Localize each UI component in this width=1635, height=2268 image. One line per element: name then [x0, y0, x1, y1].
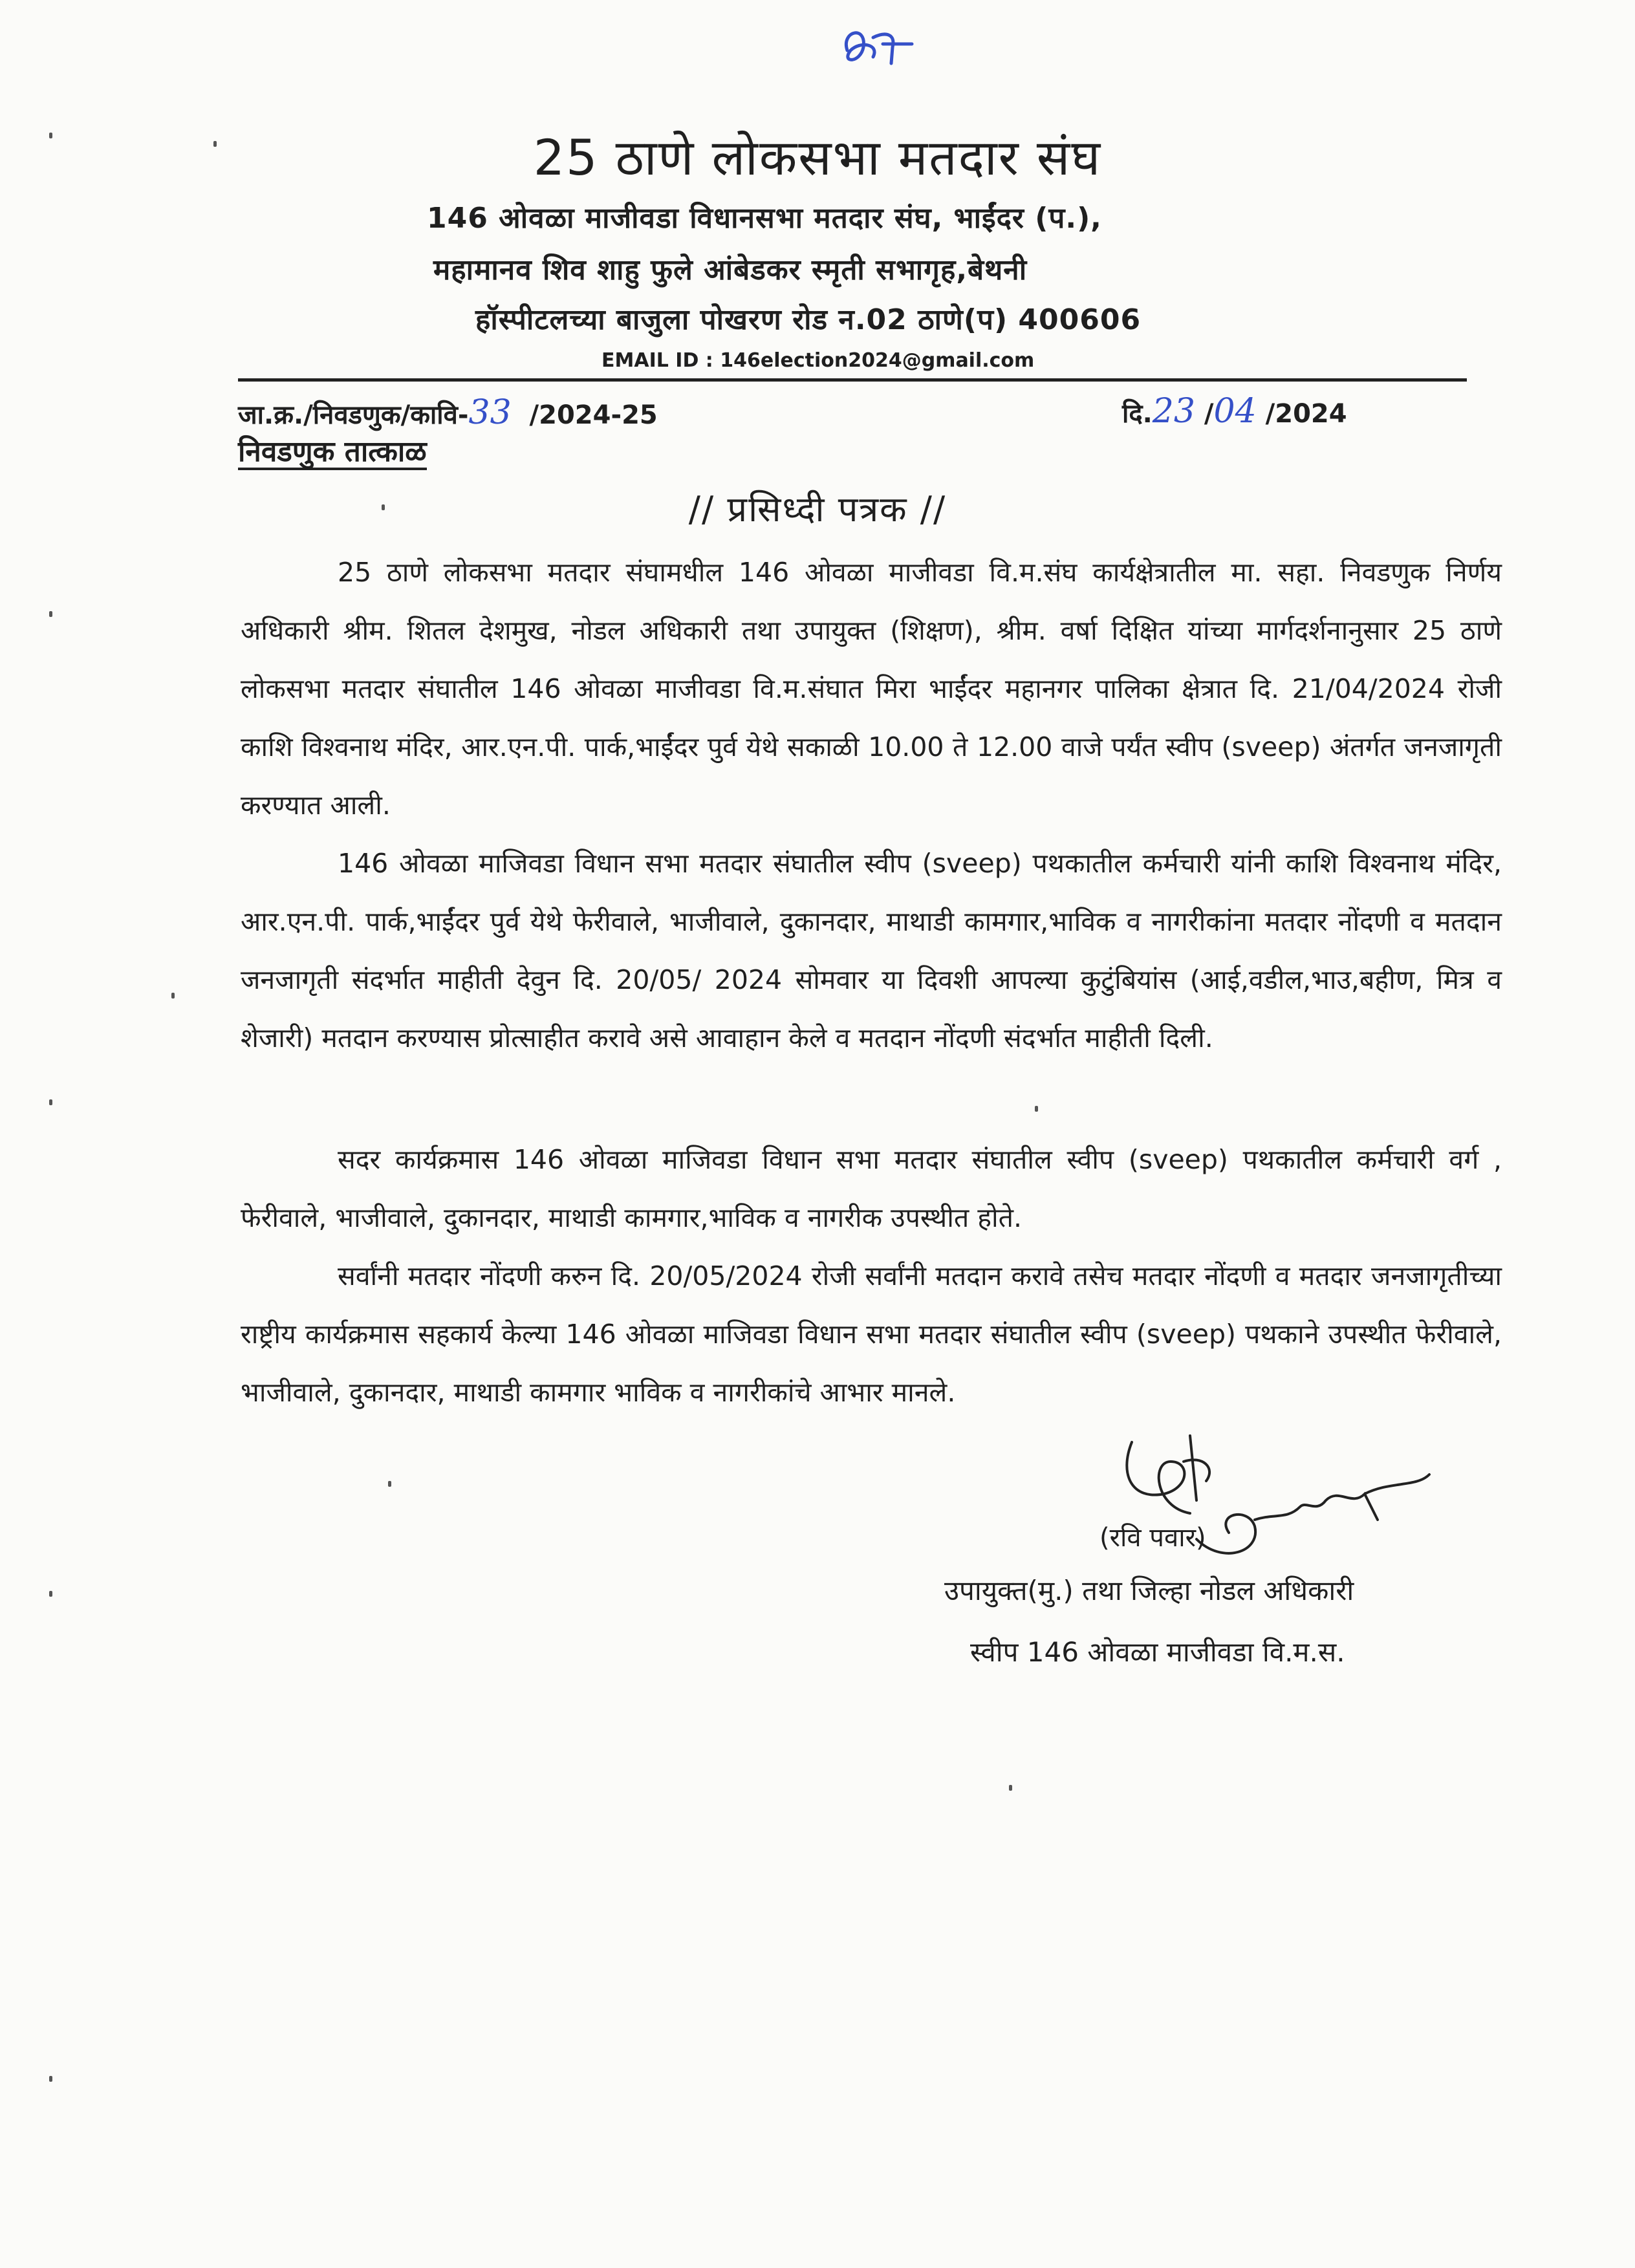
- date-separator: /: [1204, 399, 1214, 429]
- letterhead-title: 25 ठाणे लोकसभा मतदार संघ: [533, 129, 1102, 186]
- scan-speck: [49, 611, 52, 617]
- scan-speck: [49, 1591, 52, 1597]
- scan-speck: [213, 141, 217, 147]
- letter-date: [1122, 392, 1347, 431]
- reference-number: [238, 393, 658, 432]
- urgent-label: निवडणुक तात्काळ: [238, 437, 427, 470]
- scan-speck: [388, 1481, 391, 1487]
- press-release-heading: // प्रसिध्दी पत्रक //: [688, 489, 947, 530]
- header-divider: [238, 378, 1467, 382]
- signatory-name: (रवि पवार): [1099, 1523, 1206, 1553]
- scan-speck: [171, 993, 175, 999]
- date-year: /2024: [1265, 399, 1347, 429]
- scan-speck: [1009, 1785, 1012, 1791]
- date-month: 04: [1213, 392, 1257, 431]
- scan-speck: [49, 2076, 52, 2082]
- address-line-3: हॉस्पीटलच्या बाजुला पोखरण रोड न.02 ठाणे(प) 400606: [475, 303, 1142, 336]
- address-line-1: 146 ओवळा माजीवडा विधानसभा मतदार संघ, भाईंदर (प.),: [427, 202, 1102, 235]
- signatory-office: स्वीप 146 ओवळा माजीवडा वि.म.स.: [970, 1636, 1345, 1668]
- body-paragraph-1: 25 ठाणे लोकसभा मतदार संघामधील 146 ओवळा माजीवडा वि.म.संघ कार्यक्षेत्रातील मा. सहा. निवडणुक निर्णय अधिकारी श्रीम. शितल देशमुख, नोडल अधिकारी तथा उपायुक्त (शिक्षण), श्रीम. वर्षा दिक्षित यांच्या मार्गदर्शनानुसार 25 ठाणे लोकसभा मतदार संघातील 146 ओवळा माजीवडा वि.म.संघात मिरा भाईंदर महानगर पालिका क्षेत्रात दि. 21/04/2024 रोजी काशि विश्वनाथ मंदिर, आर.एन.पी. पार्क,भाईंदर पुर्व येथे सकाळी 10.00 ते 12.00 वाजे पर्यंत स्वीप (sveep) अंतर्गत जनजागृती करण्यात आली.: [241, 557, 1502, 821]
- reference-suffix: /2024-25: [529, 400, 658, 430]
- scan-speck: [49, 133, 52, 138]
- address-line-2: महामानव शिव शाहु फुले आंबेडकर स्मृती सभागृह,बेथनी: [433, 254, 1028, 286]
- scan-speck: [382, 504, 385, 510]
- body-paragraph-4: सर्वांनी मतदार नोंदणी करुन दि. 20/05/2024 रोजी सर्वांनी मतदान करावे तसेच मतदार नोंदणी व मतदार जनजागृतीच्या राष्ट्रीय कार्यक्रमास सहकार्य केल्या 146 ओवळा माजिवडा विधान सभा मतदार संघातील स्वीप (sveep) पथकाने उपस्थीत फेरीवाले, भाजीवाले, दुकानदार, माथाडी कामगार भाविक व नागरीकांचे आभार मानले.: [241, 1260, 1502, 1408]
- handwritten-initial-mark: [834, 18, 931, 76]
- scan-speck: [49, 1099, 52, 1105]
- signatory-designation: उपायुक्त(मु.) तथा जिल्हा नोडल अधिकारी: [944, 1575, 1354, 1606]
- body-paragraph-2: 146 ओवळा माजिवडा विधान सभा मतदार संघातील स्वीप (sveep) पथकातील कर्मचारी यांनी काशि विश्वनाथ मंदिर, आर.एन.पी. पार्क,भाईंदर पुर्व येथे फेरीवाले, भाजीवाले, दुकानदार, माथाडी कामगार,भाविक व नागरीकांना मतदार नोंदणी व मतदान जनजागृती संदर्भात माहीती देवुन दि. 20/05/ 2024 सोमवार या दिवशी आपल्या कुटुंबियांस (आई,वडील,भाउ,बहीण, मित्र व शेजारी) मतदान करण्यास प्रोत्साहीत करावे असे आवाहान केले व मतदान नोंदणी संदर्भात माहीती दिली.: [241, 848, 1502, 1053]
- date-prefix: दि.: [1122, 399, 1153, 429]
- reference-handwritten-number: 33: [468, 393, 512, 432]
- date-day: 23: [1152, 392, 1195, 431]
- body-paragraph-3: सदर कार्यक्रमास 146 ओवळा माजिवडा विधान सभा मतदार संघातील स्वीप (sveep) पथकातील कर्मचारी वर्ग , फेरीवाले, भाजीवाले, दुकानदार, माथाडी कामगार,भाविक व नागरीक उपस्थीत होते.: [241, 1144, 1502, 1233]
- scan-speck: [1035, 1106, 1038, 1112]
- reference-prefix: जा.क्र./निवडणुक/कावि-: [238, 400, 469, 430]
- email-line: EMAIL ID : 146election2024@gmail.com: [601, 349, 1035, 372]
